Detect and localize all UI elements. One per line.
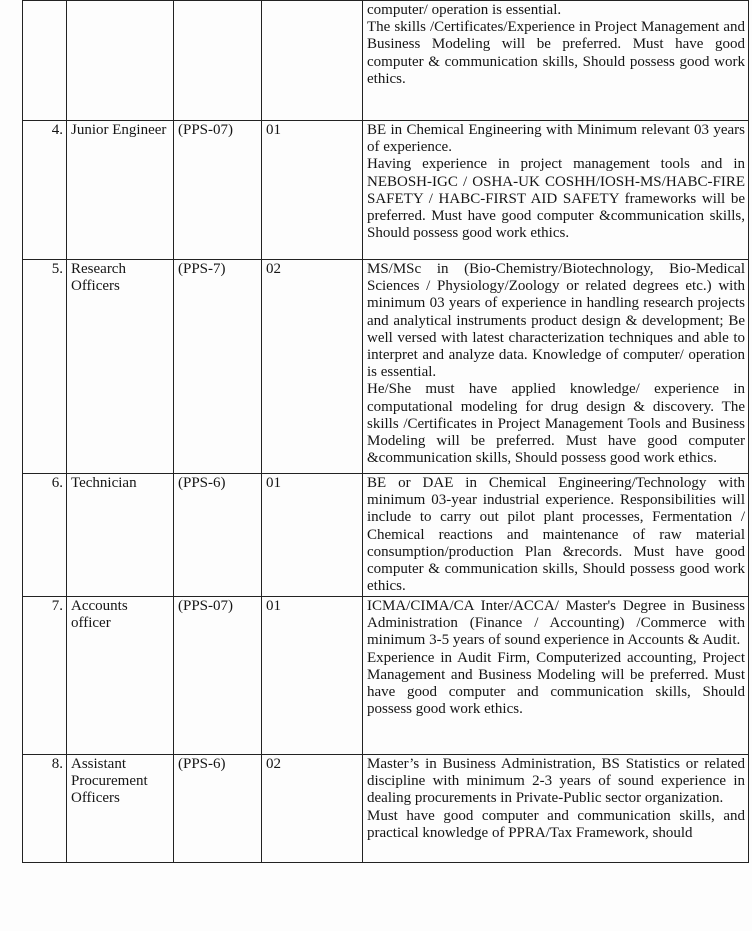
number-of-posts: 01 (262, 597, 363, 755)
requirement-text: Having experience in project management tools and in NEBOSH-IGC / OSHA-UK COSHH/IOSH-MS/HABC-FIRE SAFETY / HABC-FIRST AID SAFETY frameworks will be preferred. Must have good computer &communication skills, Should possess good work ethics. (367, 156, 745, 242)
number-of-posts (262, 1, 363, 121)
number-of-posts: 02 (262, 755, 363, 863)
serial-number (23, 1, 67, 121)
requirement-text: BE or DAE in Chemical Engineering/Technology with minimum 03-year industrial experience. Responsibilities will include to carry out pilot plant processes, Fermentation / Chemical reactions and maintenance of raw material consumption/production Plan &records. Must have good computer & communication skills, Should possess good work ethics. (367, 475, 745, 595)
requirements-cell (363, 597, 749, 755)
pay-grade: (PPS-6) (174, 755, 262, 863)
requirements-cell (363, 1, 749, 121)
number-of-posts: 02 (262, 260, 363, 474)
requirement-text: Experience in Audit Firm, Computerized accounting, Project Management and Business Modeling will be preferred. Must have good computer and communication skills, Should possess good work ethics. (367, 649, 745, 718)
post-name: Technician (67, 474, 174, 597)
post-name (67, 1, 174, 121)
pay-grade: (PPS-7) (174, 260, 262, 474)
requirement-text: ICMA/CIMA/CA Inter/ACCA/ Master's Degree in Business Administration (Finance / Accounting) /Commerce with minimum 3-5 years of sound experience in Accounts & Audit. (367, 598, 745, 649)
post-name: Assistant Procurement Officers (67, 755, 174, 863)
pay-grade: (PPS-6) (174, 474, 262, 597)
table-row (23, 121, 749, 260)
table-row (23, 755, 749, 863)
post-name: Junior Engineer (67, 121, 174, 260)
requirement-text: BE in Chemical Engineering with Minimum relevant 03 years of experience. (367, 122, 745, 156)
serial-number: 5. (23, 260, 67, 474)
requirements-cell (363, 260, 749, 474)
serial-number: 6. (23, 474, 67, 597)
requirement-text: Must have good computer and communication skills, and practical knowledge of PPRA/Tax Framework, should (367, 807, 745, 841)
table-row (23, 1, 749, 121)
requirement-text: He/She must have applied knowledge/ experience in computational modeling for drug design & discovery. The skills /Certificates in Project Management Tools and Business Modeling will be preferred. Must have good computer &communication skills, Should possess good work ethics. (367, 381, 745, 467)
pay-grade: (PPS-07) (174, 121, 262, 260)
serial-number: 7. (23, 597, 67, 755)
number-of-posts: 01 (262, 121, 363, 260)
requirement-text: computer/ operation is essential. (367, 2, 562, 18)
post-name: Accounts officer (67, 597, 174, 755)
requirements-cell (363, 755, 749, 863)
post-name: Research Officers (67, 260, 174, 474)
table-row (23, 597, 749, 755)
requirements-cell (363, 121, 749, 260)
table-row (23, 260, 749, 474)
serial-number: 4. (23, 121, 67, 260)
requirements-cell (363, 474, 749, 597)
serial-number: 8. (23, 755, 67, 863)
pay-grade: (PPS-07) (174, 597, 262, 755)
pay-grade (174, 1, 262, 121)
job-positions-table (22, 0, 749, 863)
number-of-posts: 01 (262, 474, 363, 597)
requirement-text: MS/MSc in (Bio-Chemistry/Biotechnology, Bio-Medical Sciences / Physiology/Zoology or related degrees etc.) with minimum 03 years of experience in handling research projects and analytical instruments product design & development; Be well versed with latest characterization techniques and able to interpret and analyze data. Knowledge of computer/ operation is essential. (367, 261, 745, 381)
requirement-text: The skills /Certificates/Experience in Project Management and Business Modeling will be preferred. Must have good computer & communication skills, Should possess good work ethics. (367, 19, 745, 87)
requirement-text: Master’s in Business Administration, BS Statistics or related discipline with minimum 2-3 years of sound experience in dealing procurements in Private-Public sector organization. (367, 756, 745, 807)
table-row (23, 474, 749, 597)
